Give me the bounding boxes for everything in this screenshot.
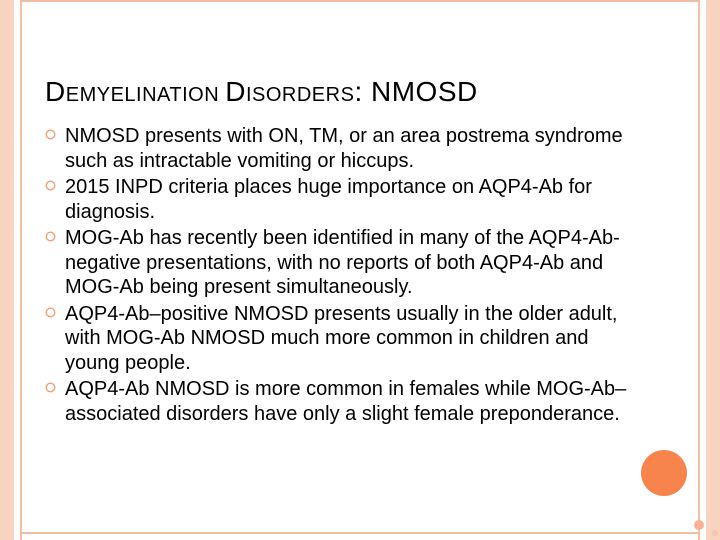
bullet-text: AQP4-Ab NMOSD is more common in females while MOG-Ab–associated disorders have only a slight female preponderance.	[65, 378, 627, 425]
bullet-text: MOG-Ab has recently been identified in many of the AQP4-Ab-negative presentations, with no reports of both AQP4-Ab and MOG-Ab being present simultaneously.	[65, 227, 620, 298]
hollow-circle-bullet-icon	[45, 231, 56, 242]
frame-left-band	[0, 0, 14, 540]
title-part: ISORDERS	[245, 84, 355, 106]
bullet-list	[44, 124, 644, 428]
list-item	[44, 175, 644, 224]
decorative-small-circle	[694, 520, 704, 530]
decorative-orange-circle	[641, 450, 687, 496]
decorative-tiny-circle	[712, 530, 718, 536]
list-item	[44, 226, 644, 300]
list-item	[44, 302, 644, 376]
hollow-circle-bullet-icon	[45, 180, 56, 191]
frame-inner-line-left	[20, 0, 22, 540]
frame-bottom-line	[20, 532, 700, 534]
hollow-circle-bullet-icon	[45, 129, 56, 140]
list-item	[44, 377, 644, 426]
title-part: EMYELINATION	[65, 84, 226, 106]
bullet-text: NMOSD presents with ON, TM, or an area postrema syndrome such as intractable vomiting or hiccups.	[65, 125, 623, 172]
hollow-circle-bullet-icon	[45, 382, 56, 393]
list-item	[44, 124, 644, 173]
title-part: : NMOSD	[354, 76, 478, 107]
frame-top-line	[20, 0, 700, 2]
bullet-text: 2015 INPD criteria places huge importance on AQP4-Ab for diagnosis.	[65, 176, 592, 223]
frame-right-band	[706, 0, 720, 540]
title-part: D	[225, 76, 246, 107]
hollow-circle-bullet-icon	[45, 307, 56, 318]
slide-title	[45, 76, 478, 108]
bullet-text: AQP4-Ab–positive NMOSD presents usually in the older adult, with MOG-Ab NMOSD much more common in children and young people.	[65, 302, 618, 374]
frame-inner-line-right	[698, 0, 700, 540]
title-part: D	[45, 76, 66, 107]
